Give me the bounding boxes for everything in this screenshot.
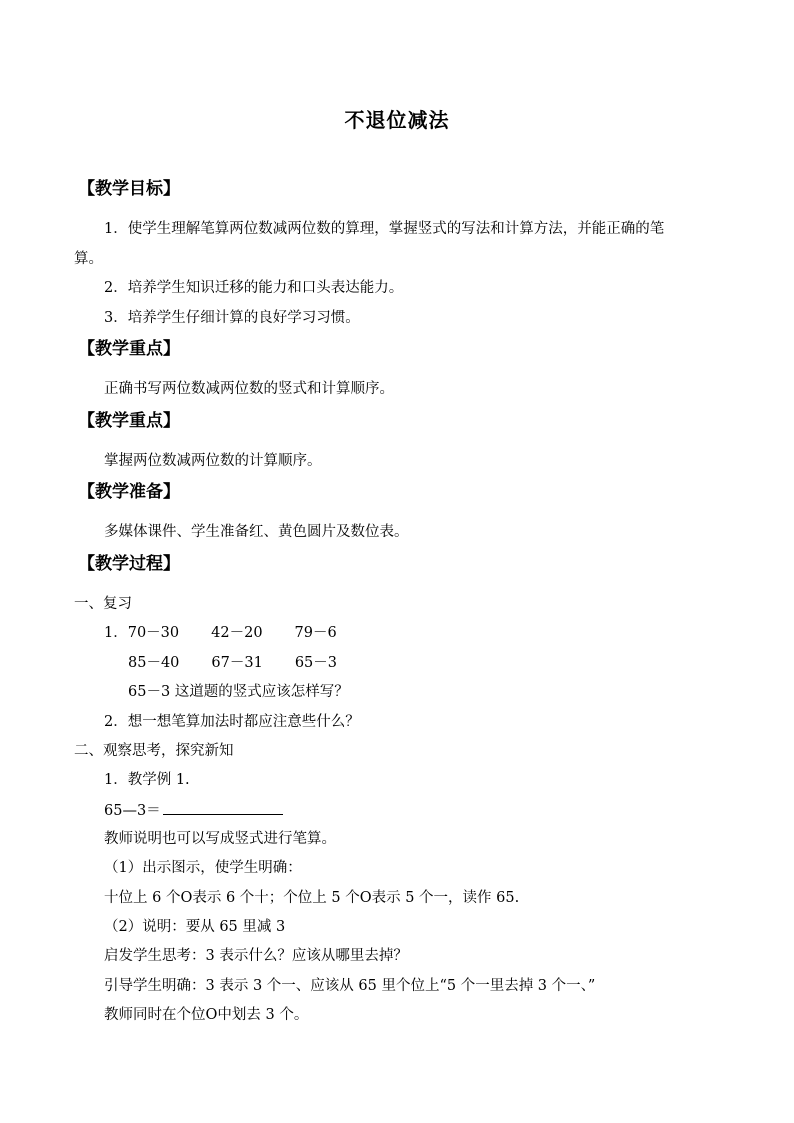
review-expr-5: 67－31 [211, 655, 263, 671]
equation-text: 65—3＝ [104, 803, 161, 819]
preparation-text: 多媒体课件、学生准备红、黄色圆片及数位表。 [104, 524, 409, 540]
review-q1-label: 1． [104, 625, 128, 641]
key-points-text: 正确书写两位数减两位数的竖式和计算顺序。 [104, 381, 394, 397]
review-expr-1: 70－30 [127, 625, 180, 641]
teacher-action: 教师同时在个位O中划去 3 个。 [104, 1007, 309, 1023]
equation-line [104, 800, 283, 821]
goal-item-1-continued: 算。 [74, 251, 103, 267]
key-points-heading: 【教学重点】 [78, 339, 180, 359]
review-q2: 2．想一想笔算加法时都应注意些什么？ [104, 714, 360, 730]
key-points-text-2: 掌握两位数减两位数的计算顺序。 [104, 453, 322, 469]
page-title: 不退位减法 [344, 108, 450, 132]
review-title: 一、复习 [74, 596, 132, 612]
preparation-heading: 【教学准备】 [78, 482, 180, 502]
guide-text: 引导学生明确：3 表示 3 个一、应该从 65 里个位上“5 个一里去掉 3 个一、” [104, 978, 596, 994]
review-expr-2: 42－20 [211, 625, 263, 641]
goals-heading: 【教学目标】 [78, 179, 180, 199]
review-expr-3: 79－6 [294, 625, 337, 641]
explore-title: 二、观察思考，探究新知 [74, 743, 234, 759]
goal-item-1: 1．使学生理解笔算两位数减两位数的算理，掌握竖式的写法和计算方法，并能正确的笔 [104, 221, 665, 237]
key-points-heading-2: 【教学重点】 [78, 411, 180, 431]
step-2: （2）说明：要从 65 里减 3 [104, 919, 286, 935]
step-1-detail: 十位上 6 个O表示 6 个十；个位上 5 个O表示 5 个一，读作 65. [104, 890, 520, 906]
goal-item-2: 2．培养学生知识迁移的能力和口头表达能力。 [104, 280, 404, 296]
review-followup: 65－3 这道题的竖式应该怎样写？ [128, 684, 349, 700]
process-heading: 【教学过程】 [78, 554, 180, 574]
review-expr-6: 65－3 [294, 655, 337, 671]
review-row-1 [104, 623, 337, 643]
review-expr-4: 85－40 [128, 655, 180, 671]
inspire-text: 启发学生思考：3 表示什么？应该从哪里去掉？ [104, 948, 408, 964]
goal-item-3: 3．培养学生仔细计算的良好学习习惯。 [104, 310, 360, 326]
review-row-2 [128, 653, 337, 673]
step-1: （1）出示图示，使学生明确： [104, 860, 302, 876]
answer-blank [163, 800, 283, 815]
example-1: 1．教学例 1. [104, 772, 190, 788]
teacher-note: 教师说明也可以写成竖式进行笔算。 [104, 831, 336, 847]
